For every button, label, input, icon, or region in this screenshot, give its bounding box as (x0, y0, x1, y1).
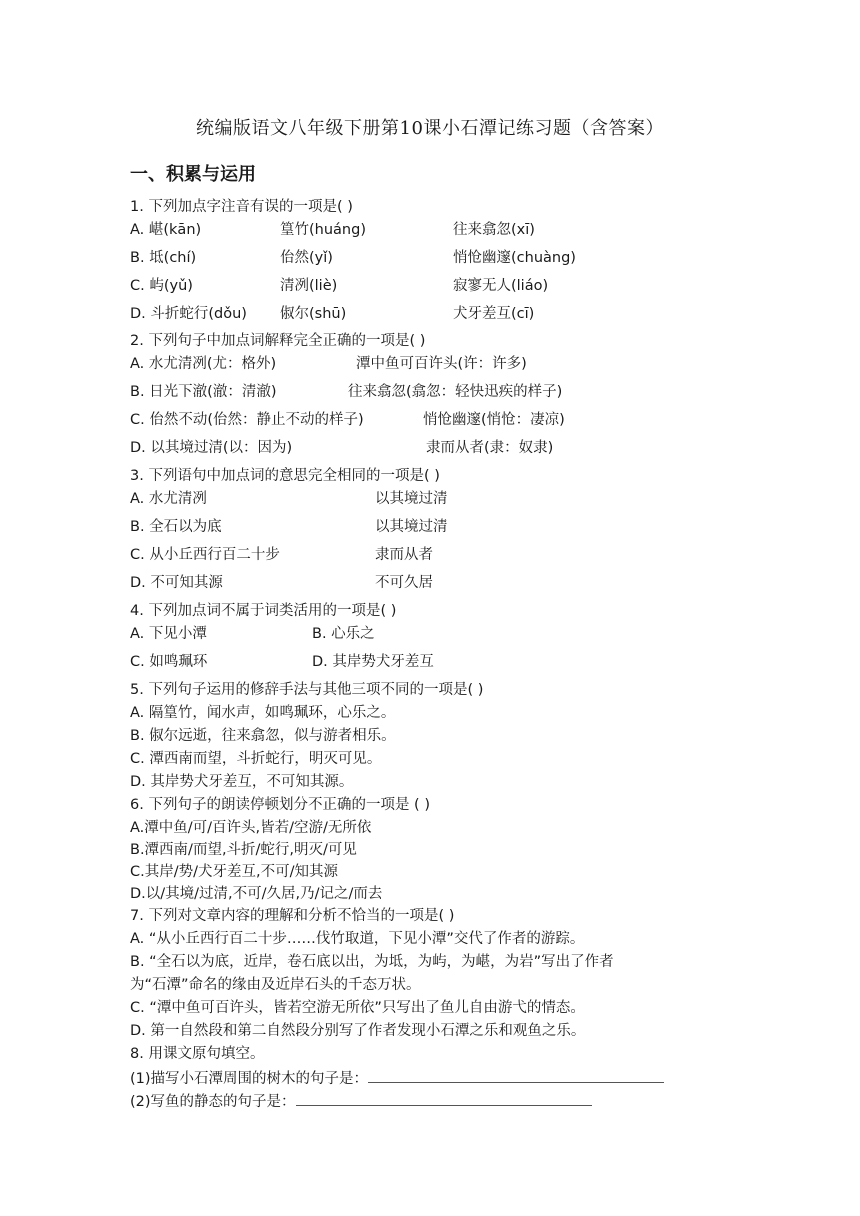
option-cell: B. 坻(chí) (130, 250, 197, 266)
option-cell: B. 心乐之 (312, 626, 375, 642)
option-cell: A. 水尤清冽(尤：格外) (130, 356, 277, 372)
option-cell: A. 嵁(kān) (130, 222, 202, 238)
question-3-stem: 3. 下列语句中加点词的意思完全相同的一项是( ) (130, 468, 440, 484)
section-heading: 一、积累与运用 (130, 164, 256, 185)
answer-blank[interactable] (368, 1068, 664, 1083)
question-5-option-d: D. 其岸势犬牙差互，不可知其源。 (130, 774, 354, 790)
question-3-option-d (130, 574, 830, 592)
option-cell: B. 全石以为底 (130, 519, 222, 535)
option-cell: C. 从小丘西行百二十步 (130, 547, 280, 563)
question-2-stem: 2. 下列句子中加点词解释完全正确的一项是( ) (130, 333, 426, 349)
option-cell: B. 日光下澈(澈：清澈) (130, 384, 277, 400)
question-7-option-a: A. “从小丘西行百二十步……伐竹取道，下见小潭”交代了作者的游踪。 (130, 931, 585, 947)
question-8-item-1 (130, 1068, 664, 1088)
question-6-option-a: A.潭中鱼/可/百许头,皆若/空游/无所依 (130, 820, 372, 836)
option-cell: 往来翕忽(xī) (453, 222, 535, 238)
question-7-option-b-cont: 为“石潭”命名的缘由及近岸石头的千态万状。 (130, 977, 421, 993)
option-cell: 以其境过清 (375, 491, 448, 507)
question-4-options-ab (130, 625, 830, 643)
question-7-stem: 7. 下列对文章内容的理解和分析不恰当的一项是( ) (130, 908, 455, 924)
option-cell: D. 不可知其源 (130, 575, 223, 591)
question-3-option-c (130, 546, 830, 564)
option-cell: 篁竹(huáng) (280, 222, 366, 238)
option-cell: 犬牙差互(cī) (453, 306, 535, 322)
question-2-option-d (130, 439, 830, 457)
option-cell: 潭中鱼可百许头(许：许多) (356, 356, 527, 372)
question-5-option-a: A. 隔篁竹，闻水声，如鸣珮环，心乐之。 (130, 705, 396, 721)
question-5-option-c: C. 潭西南而望，斗折蛇行，明灭可见。 (130, 751, 382, 767)
question-1-option-b (130, 249, 830, 267)
fill-prompt: (1)描写小石潭周围的树木的句子是： (130, 1071, 369, 1087)
option-cell: A. 水尤清冽 (130, 491, 207, 507)
option-cell: 寂寥无人(liáo) (453, 278, 549, 294)
option-cell: A. 下见小潭 (130, 626, 207, 642)
question-5-option-b: B. 俶尔远逝，往来翕忽，似与游者相乐。 (130, 728, 396, 744)
question-1-option-c (130, 277, 830, 295)
question-4-stem: 4. 下列加点词不属于词类活用的一项是( ) (130, 603, 397, 619)
question-6-option-c: C.其岸/势/犬牙差互,不可/知其源 (130, 864, 338, 880)
question-7-option-d: D. 第一自然段和第二自然段分别写了作者发现小石潭之乐和观鱼之乐。 (130, 1023, 586, 1039)
question-8-stem: 8. 用课文原句填空。 (130, 1046, 265, 1062)
question-6-option-d: D.以/其境/过清,不可/久居,乃/记之/而去 (130, 886, 383, 902)
question-7-option-b: B. “全石以为底，近岸，卷石底以出，为坻，为屿，为嵁，为岩”写出了作者 (130, 954, 614, 970)
question-2-option-b (130, 383, 830, 401)
option-cell: C. 佁然不动(佁然：静止不动的样子) (130, 412, 364, 428)
answer-blank[interactable] (296, 1091, 592, 1106)
question-2-option-c (130, 411, 830, 429)
option-cell: 隶而从者(隶：奴隶) (426, 440, 554, 456)
question-8-item-2 (130, 1091, 592, 1111)
option-cell: 俶尔(shū) (280, 306, 347, 322)
option-cell: 隶而从者 (375, 547, 433, 563)
option-cell: 佁然(yǐ) (280, 250, 333, 266)
option-cell: 以其境过清 (375, 519, 448, 535)
option-cell: 不可久居 (375, 575, 433, 591)
question-6-stem: 6. 下列句子的朗读停顿划分不正确的一项是 ( ) (130, 797, 430, 813)
option-cell: C. 如鸣珮环 (130, 654, 208, 670)
question-7-option-c: C. “潭中鱼可百许头，皆若空游无所依”只写出了鱼儿自由游弋的情态。 (130, 1000, 585, 1016)
question-2-option-a (130, 355, 830, 373)
option-cell: C. 屿(yǔ) (130, 278, 193, 294)
fill-prompt: (2)写鱼的静态的句子是： (130, 1094, 296, 1110)
question-6-option-b: B.潭西南/而望,斗折/蛇行,明灭/可见 (130, 842, 357, 858)
page-title: 统编版语文八年级下册第10课小石潭记练习题（含答案） (196, 118, 664, 139)
question-3-option-b (130, 518, 830, 536)
option-cell: D. 其岸势犬牙差互 (312, 654, 434, 670)
question-3-option-a (130, 490, 830, 508)
question-1-option-a (130, 221, 830, 239)
option-cell: 往来翕忽(翕忽：轻快迅疾的样子) (348, 384, 563, 400)
question-5-stem: 5. 下列句子运用的修辞手法与其他三项不同的一项是( ) (130, 682, 484, 698)
question-1-option-d (130, 305, 830, 323)
option-cell: 清冽(liè) (280, 278, 338, 294)
option-cell: D. 斗折蛇行(dǒu) (130, 306, 247, 322)
option-cell: D. 以其境过清(以：因为) (130, 440, 293, 456)
question-4-options-cd (130, 653, 830, 671)
option-cell: 悄怆幽邃(悄怆：凄凉) (423, 412, 565, 428)
option-cell: 悄怆幽邃(chuàng) (453, 250, 576, 266)
question-1-stem: 1. 下列加点字注音有误的一项是( ) (130, 199, 353, 215)
